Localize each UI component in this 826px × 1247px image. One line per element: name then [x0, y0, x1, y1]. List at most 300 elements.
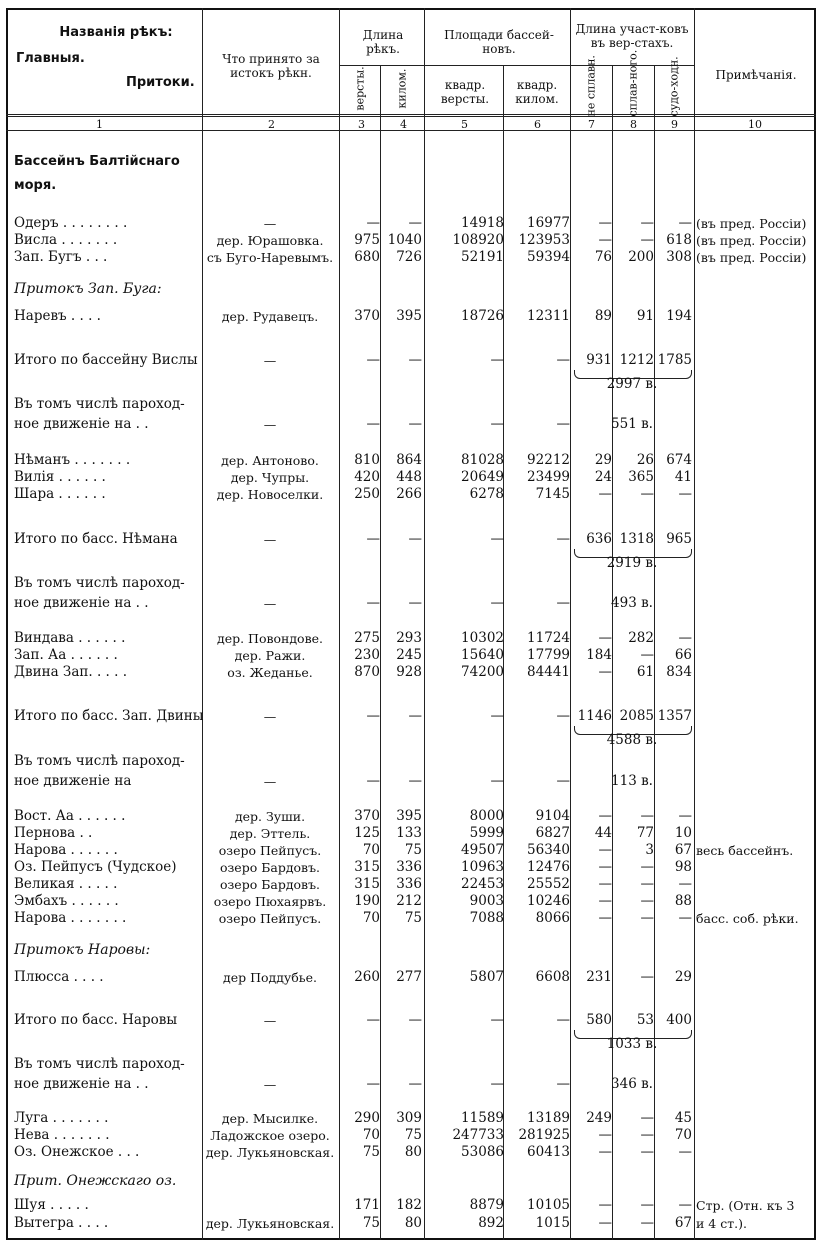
total-label: Итого по бассейну Вислы	[14, 352, 198, 368]
area-sq-versts: 53086	[461, 1144, 504, 1160]
river-source: дер. Лукьяновская.	[205, 1145, 335, 1160]
sum-total: 4588 в.	[606, 732, 658, 748]
floatable-value: —	[640, 876, 654, 892]
river-source: озеро Пейпусъ.	[218, 843, 322, 858]
table-row	[6, 308, 816, 325]
dash: —	[408, 708, 422, 724]
river-source: озеро Бардовъ.	[219, 877, 321, 892]
dash: —	[263, 596, 277, 611]
table-row	[6, 630, 816, 647]
navigable-value: —	[678, 1144, 692, 1160]
non-floatable-value: —	[598, 1197, 612, 1213]
area-sq-km: 17799	[527, 647, 570, 663]
floatable-value: —	[640, 232, 654, 248]
total-label: Итого по басс. Наровы	[14, 1012, 178, 1028]
floatable-value: 61	[636, 664, 654, 680]
length-km: 336	[396, 859, 422, 875]
total-row	[6, 708, 816, 725]
header-versts: версты.	[353, 66, 367, 111]
navigable-value: 41	[674, 469, 692, 485]
area-sq-versts: 20649	[461, 469, 504, 485]
dash: —	[556, 773, 570, 789]
table-row	[6, 249, 816, 266]
length-versts: 315	[354, 876, 380, 892]
length-versts: 370	[354, 808, 380, 824]
table-row	[6, 1127, 816, 1144]
river-name: Одеръ . . . . . . . .	[14, 215, 128, 231]
length-versts: 315	[354, 859, 380, 875]
length-versts: 260	[354, 969, 380, 985]
area-sq-versts: 18726	[461, 308, 504, 324]
length-km: 212	[396, 893, 422, 909]
length-km: 309	[396, 1110, 422, 1126]
steam-row	[6, 575, 816, 592]
floatable-value: —	[640, 1197, 654, 1213]
length-versts: 250	[354, 486, 380, 502]
area-sq-km: 56340	[527, 842, 570, 858]
length-km: 864	[396, 452, 422, 468]
tributary-heading: Притокъ Зап. Буга:	[14, 281, 162, 297]
dash: —	[408, 773, 422, 789]
non-floatable-value: 44	[594, 825, 612, 841]
header-tributaries: Притоки.	[126, 75, 195, 90]
river-source: оз. Жеданье.	[227, 665, 313, 680]
col-number: 7	[588, 118, 595, 131]
river-name: Нева . . . . . . .	[14, 1127, 110, 1143]
floatable-value: —	[640, 647, 654, 663]
navigable-value: —	[678, 910, 692, 926]
length-km: 80	[404, 1144, 422, 1160]
note-text: (въ пред. Россіи)	[696, 216, 807, 231]
dash: —	[556, 531, 570, 547]
navigable-value: 67	[674, 1215, 692, 1231]
dash: —	[408, 1012, 422, 1028]
floatable-value: —	[640, 910, 654, 926]
dash: —	[490, 1012, 504, 1028]
area-sq-km: 12476	[527, 859, 570, 875]
river-name: Зап. Аа . . . . . .	[14, 647, 118, 663]
col-number: 1	[96, 118, 103, 131]
area-sq-km: 92212	[527, 452, 570, 468]
floatable-value: —	[640, 1215, 654, 1231]
length-versts: 420	[354, 469, 380, 485]
river-source: озеро Пейпусъ.	[218, 911, 322, 926]
length-km: 395	[396, 308, 422, 324]
area-sq-km: 6827	[535, 825, 570, 841]
river-name: Нарова . . . . . .	[14, 842, 118, 858]
col-number: 9	[671, 118, 678, 131]
length-versts: 70	[362, 910, 380, 926]
steam-label: ное движеніе на	[14, 773, 132, 789]
area-sq-km: 10246	[527, 893, 570, 909]
table-page	[6, 8, 818, 1242]
col-number: 6	[534, 118, 541, 131]
non-floatable-value: —	[598, 215, 612, 231]
length-km: 293	[396, 630, 422, 646]
area-sq-km: 16977	[527, 215, 570, 231]
non-floatable-value: —	[598, 1144, 612, 1160]
river-source: дер. Зуши.	[234, 809, 306, 824]
navigable-value: 88	[674, 893, 692, 909]
area-sq-km: 59394	[527, 249, 570, 265]
river-name: Наревъ . . . .	[14, 308, 101, 324]
navigable-value: 618	[666, 232, 692, 248]
col-number: 3	[358, 118, 365, 131]
navigable-total: 1357	[657, 708, 692, 724]
floatable-total: 53	[636, 1012, 654, 1028]
area-sq-versts: 10963	[461, 859, 504, 875]
river-name: Двина Зап. . . . .	[14, 664, 127, 680]
area-sq-km: 6608	[535, 969, 570, 985]
note-text: и 4 ст.).	[696, 1216, 747, 1231]
navigable-total: 965	[666, 531, 692, 547]
length-km: 182	[396, 1197, 422, 1213]
non-floatable-value: —	[598, 910, 612, 926]
col-number: 10	[748, 118, 762, 131]
steam-row	[6, 1056, 816, 1073]
dash: —	[490, 773, 504, 789]
area-sq-km: 84441	[527, 664, 570, 680]
river-name: Висла . . . . . . .	[14, 232, 118, 248]
dash: —	[490, 1076, 504, 1092]
navigable-value: —	[678, 876, 692, 892]
col-number: 4	[400, 118, 407, 131]
non-floatable-value: —	[598, 664, 612, 680]
area-sq-km: 7145	[535, 486, 570, 502]
dash: —	[408, 416, 422, 432]
non-floatable-value: —	[598, 808, 612, 824]
river-name: Пернова . .	[14, 825, 93, 841]
river-source: дер. Новоселки.	[216, 487, 324, 502]
floatable-value: 200	[628, 249, 654, 265]
area-sq-km: 1015	[535, 1215, 570, 1231]
dash: —	[490, 708, 504, 724]
length-km: 80	[404, 1215, 422, 1231]
navigable-value: 10	[674, 825, 692, 841]
steam-row	[6, 1076, 816, 1093]
steam-row	[6, 416, 816, 433]
total-label: Итого по басс. Нѣмана	[14, 531, 178, 547]
area-sq-versts: 74200	[461, 664, 504, 680]
header-sq-versts: квадр. версты.	[440, 78, 490, 106]
area-sq-km: 13189	[527, 1110, 570, 1126]
floatable-value: —	[640, 1144, 654, 1160]
non-floatable-value: 29	[594, 452, 612, 468]
note-text: Стр. (Отн. къ 3	[696, 1198, 795, 1213]
non-floatable-total: 1146	[577, 708, 612, 724]
steam-row	[6, 753, 816, 770]
river-name: Великая . . . . .	[14, 876, 118, 892]
length-km: 336	[396, 876, 422, 892]
area-sq-km: 123953	[518, 232, 570, 248]
dash: —	[408, 1076, 422, 1092]
river-name: Зап. Бугъ . . .	[14, 249, 108, 265]
dash: —	[408, 352, 422, 368]
navigable-value: —	[678, 486, 692, 502]
header-rule	[339, 65, 694, 66]
table-row	[6, 1197, 816, 1214]
dash: —	[366, 531, 380, 547]
floatable-value: 3	[645, 842, 654, 858]
sum-total: 2919 в.	[606, 555, 658, 571]
area-sq-km: 8066	[535, 910, 570, 926]
tributary-heading: Прит. Онежскаго оз.	[14, 1173, 177, 1189]
dash: —	[490, 595, 504, 611]
dash: —	[263, 1013, 277, 1028]
section-title: Бассейнъ Балтійснаго моря.	[14, 154, 180, 193]
area-sq-km: 60413	[527, 1144, 570, 1160]
length-km: 726	[396, 249, 422, 265]
steam-label: Въ томъ числѣ пароход-	[14, 1056, 185, 1072]
river-source: дер. Лукьяновская.	[205, 1216, 335, 1231]
dash: —	[366, 416, 380, 432]
floatable-value: —	[640, 808, 654, 824]
tributary-heading: Притокъ Наровы:	[14, 942, 151, 958]
length-versts: 810	[354, 452, 380, 468]
non-floatable-total: 931	[586, 352, 612, 368]
steam-row	[6, 595, 816, 612]
table-row	[6, 215, 816, 232]
dash: —	[366, 1076, 380, 1092]
navigable-value: 45	[674, 1110, 692, 1126]
area-sq-versts: 892	[478, 1215, 504, 1231]
table-row	[6, 842, 816, 859]
navigable-value: —	[678, 808, 692, 824]
navigable-total: 400	[666, 1012, 692, 1028]
navigable-total: 1785	[657, 352, 692, 368]
dash: —	[366, 1012, 380, 1028]
col-number: 8	[630, 118, 637, 131]
river-source: Ладожское озеро.	[210, 1128, 330, 1143]
area-sq-km: 9104	[535, 808, 570, 824]
dash: —	[366, 708, 380, 724]
non-floatable-value: —	[598, 859, 612, 875]
header-length: Длина рѣкъ.	[362, 28, 404, 56]
river-name: Шара . . . . . .	[14, 486, 106, 502]
navigable-value: 674	[666, 452, 692, 468]
area-sq-versts: 10302	[461, 630, 504, 646]
floatable-total: 1318	[619, 531, 654, 547]
header-km: килом.	[395, 68, 409, 109]
river-source: съ Буго-Наревымъ.	[206, 250, 334, 265]
note-text: (въ пред. Россіи)	[696, 250, 807, 265]
header-names-title: Названія рѣкъ:	[59, 25, 173, 40]
area-sq-versts: 52191	[461, 249, 504, 265]
table-row	[6, 893, 816, 910]
area-sq-km: 11724	[527, 630, 570, 646]
non-floatable-value: —	[598, 1127, 612, 1143]
length-km: 75	[404, 1127, 422, 1143]
non-floatable-value: —	[598, 842, 612, 858]
floatable-value: —	[640, 969, 654, 985]
dash: —	[263, 532, 277, 547]
area-sq-km: 10105	[527, 1197, 570, 1213]
area-sq-versts: 5807	[469, 969, 504, 985]
steam-label: Въ томъ числѣ пароход-	[14, 575, 185, 591]
navigable-value: 70	[674, 1127, 692, 1143]
area-sq-versts: 14918	[461, 215, 504, 231]
dash: —	[366, 595, 380, 611]
non-floatable-value: —	[598, 232, 612, 248]
table-row	[6, 1215, 816, 1232]
dash: —	[490, 531, 504, 547]
total-row	[6, 531, 816, 548]
floatable-total: 1212	[619, 352, 654, 368]
area-sq-versts: 9003	[469, 893, 504, 909]
steam-row	[6, 773, 816, 790]
table-row	[6, 808, 816, 825]
header-navigable: судо-ходн.	[667, 56, 681, 117]
river-source: дер Поддубье.	[223, 970, 317, 985]
length-km: 75	[404, 842, 422, 858]
length-versts: 230	[354, 647, 380, 663]
steam-label: Въ томъ числѣ пароход-	[14, 753, 185, 769]
navigable-value: 66	[674, 647, 692, 663]
area-sq-versts: 81028	[461, 452, 504, 468]
steam-value: 113 в.	[611, 773, 653, 789]
area-sq-versts: 49507	[461, 842, 504, 858]
river-source: озеро Пюхаярвъ.	[213, 894, 327, 909]
dash: —	[408, 595, 422, 611]
river-name: Виндава . . . . . .	[14, 630, 126, 646]
dash: —	[556, 416, 570, 432]
total-row	[6, 1012, 816, 1029]
header-rule	[6, 114, 816, 117]
river-name: Оз. Онежское . . .	[14, 1144, 140, 1160]
non-floatable-value: —	[598, 876, 612, 892]
river-name: Вост. Аа . . . . . .	[14, 808, 126, 824]
header-source: Что принято за истокъ рѣкн.	[222, 52, 320, 80]
total-label: Итого по басс. Зап. Двины	[14, 708, 204, 724]
length-versts: 290	[354, 1110, 380, 1126]
col-number: 2	[268, 118, 275, 131]
dash: —	[263, 1077, 277, 1092]
length-versts: 680	[354, 249, 380, 265]
river-name: Нѣманъ . . . . . . .	[14, 452, 131, 468]
non-floatable-value: 89	[594, 308, 612, 324]
area-sq-km: 25552	[527, 876, 570, 892]
river-name: Шуя . . . . .	[14, 1197, 89, 1213]
dash: —	[556, 352, 570, 368]
dash: —	[263, 353, 277, 368]
steam-value: 346 в.	[611, 1076, 653, 1092]
steam-value: 493 в.	[611, 595, 653, 611]
length-versts: 75	[362, 1215, 380, 1231]
non-floatable-value: 24	[594, 469, 612, 485]
dash: —	[556, 1076, 570, 1092]
floatable-value: 26	[636, 452, 654, 468]
note-text: весь бассейнъ.	[696, 843, 794, 858]
table-row	[6, 969, 816, 986]
river-source: дер. Антоново.	[221, 453, 319, 468]
area-sq-versts: 7088	[469, 910, 504, 926]
river-name: Плюсса . . . .	[14, 969, 104, 985]
area-sq-versts: 8000	[469, 808, 504, 824]
table-row	[6, 876, 816, 893]
area-sq-versts: 108920	[452, 232, 504, 248]
header-area: Площади бассей-новъ.	[444, 28, 554, 56]
river-source: —	[263, 216, 277, 231]
floatable-value: 282	[628, 630, 654, 646]
floatable-value: 91	[636, 308, 654, 324]
table-row	[6, 232, 816, 249]
note-text: басс. соб. рѣки.	[696, 911, 799, 926]
floatable-value: —	[640, 215, 654, 231]
length-versts: —	[366, 215, 380, 231]
dash: —	[556, 1012, 570, 1028]
length-km: 1040	[387, 232, 422, 248]
non-floatable-value: 231	[586, 969, 612, 985]
header-main: Главныя.	[16, 51, 85, 66]
non-floatable-value: —	[598, 1215, 612, 1231]
length-versts: 70	[362, 842, 380, 858]
area-sq-versts: 247733	[452, 1127, 504, 1143]
table-row	[6, 664, 816, 681]
length-versts: 75	[362, 1144, 380, 1160]
length-km: 133	[396, 825, 422, 841]
table-row	[6, 452, 816, 469]
river-source: дер. Чупры.	[230, 470, 310, 485]
steam-label: Въ томъ числѣ пароход-	[14, 396, 185, 412]
dash: —	[490, 352, 504, 368]
dash: —	[366, 352, 380, 368]
non-floatable-total: 636	[586, 531, 612, 547]
area-sq-km: 23499	[527, 469, 570, 485]
length-versts: 975	[354, 232, 380, 248]
non-floatable-value: 76	[594, 249, 612, 265]
table-row	[6, 469, 816, 486]
length-km: 928	[396, 664, 422, 680]
river-name: Вилія . . . . . .	[14, 469, 106, 485]
floatable-value: —	[640, 486, 654, 502]
length-km: —	[408, 215, 422, 231]
header-sections: Длина участ-ковъ въ вер-стахъ.	[575, 22, 689, 50]
header-non-floatable: не сплавн.	[584, 55, 598, 117]
navigable-value: 67	[674, 842, 692, 858]
navigable-value: —	[678, 1197, 692, 1213]
floatable-value: —	[640, 893, 654, 909]
dash: —	[263, 774, 277, 789]
area-sq-versts: 15640	[461, 647, 504, 663]
dash: —	[556, 595, 570, 611]
area-sq-km: 281925	[518, 1127, 570, 1143]
floatable-total: 2085	[619, 708, 654, 724]
non-floatable-value: —	[598, 486, 612, 502]
length-versts: 125	[354, 825, 380, 841]
table-row	[6, 825, 816, 842]
navigable-value: 308	[666, 249, 692, 265]
sum-total: 2997 в.	[606, 376, 658, 392]
navigable-value: —	[678, 630, 692, 646]
river-source: дер. Эттель.	[229, 826, 311, 841]
table-row	[6, 647, 816, 664]
area-sq-versts: 22453	[461, 876, 504, 892]
navigable-value: 834	[666, 664, 692, 680]
length-km: 75	[404, 910, 422, 926]
river-name: Эмбахъ . . . . . .	[14, 893, 119, 909]
table-row	[6, 486, 816, 503]
header-rule	[6, 130, 816, 131]
length-km: 395	[396, 808, 422, 824]
steam-label: ное движеніе на . .	[14, 416, 149, 432]
header-sq-km: квадр. килом.	[515, 78, 559, 106]
length-km: 277	[396, 969, 422, 985]
length-versts: 190	[354, 893, 380, 909]
steam-value: 551 в.	[611, 416, 653, 432]
length-km: 245	[396, 647, 422, 663]
river-name: Оз. Пейпусъ (Чудское)	[14, 859, 177, 875]
steam-row	[6, 396, 816, 413]
